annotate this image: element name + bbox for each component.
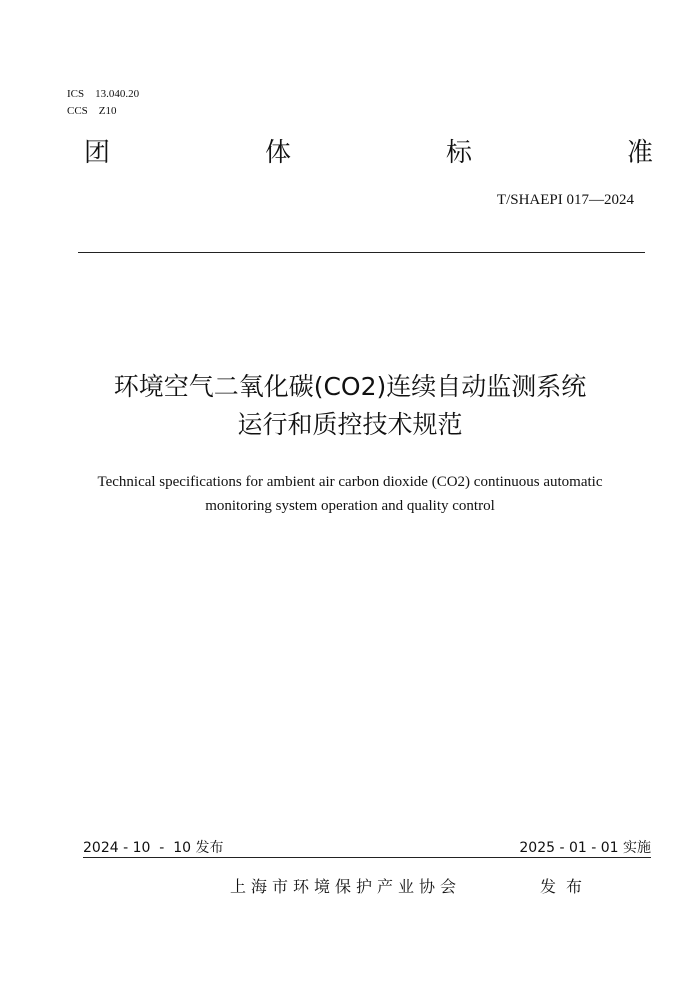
ics-code: ICS 13.040.20 (67, 88, 140, 100)
standard-type-char: 标 (445, 138, 472, 168)
standard-type-char: 体 (264, 138, 291, 168)
standard-type-char: 准 (626, 138, 653, 168)
standard-type-char: 团 (84, 138, 111, 168)
publisher-name: 上海市环境保护产业协会 (230, 877, 462, 896)
english-title-line: Technical specifications for ambient air carbon dioxide (CO2) continuous automatic (97, 474, 603, 490)
publish-label: 发布 (540, 877, 593, 896)
english-title (40, 470, 660, 518)
date-row (83, 838, 651, 858)
header-divider (78, 252, 645, 253)
ccs-code: CCS Z10 (67, 105, 117, 117)
implementation-date: 2025 - 01 - 01 实施 (519, 840, 651, 856)
chinese-title-line: 运行和质控技术规范 (237, 410, 463, 439)
footer-divider (83, 857, 651, 858)
chinese-title-line: 环境空气二氧化碳(CO2)连续自动监测系统 (113, 372, 587, 401)
issue-date: 2024 - 10 - 10 发布 (83, 840, 224, 856)
english-title-line: monitoring system operation and quality control (205, 498, 495, 514)
standard-type-heading (84, 136, 653, 170)
classification-codes (67, 86, 139, 120)
standard-number: T/SHAEPI 017—2024 (496, 192, 634, 208)
chinese-title (0, 368, 700, 444)
